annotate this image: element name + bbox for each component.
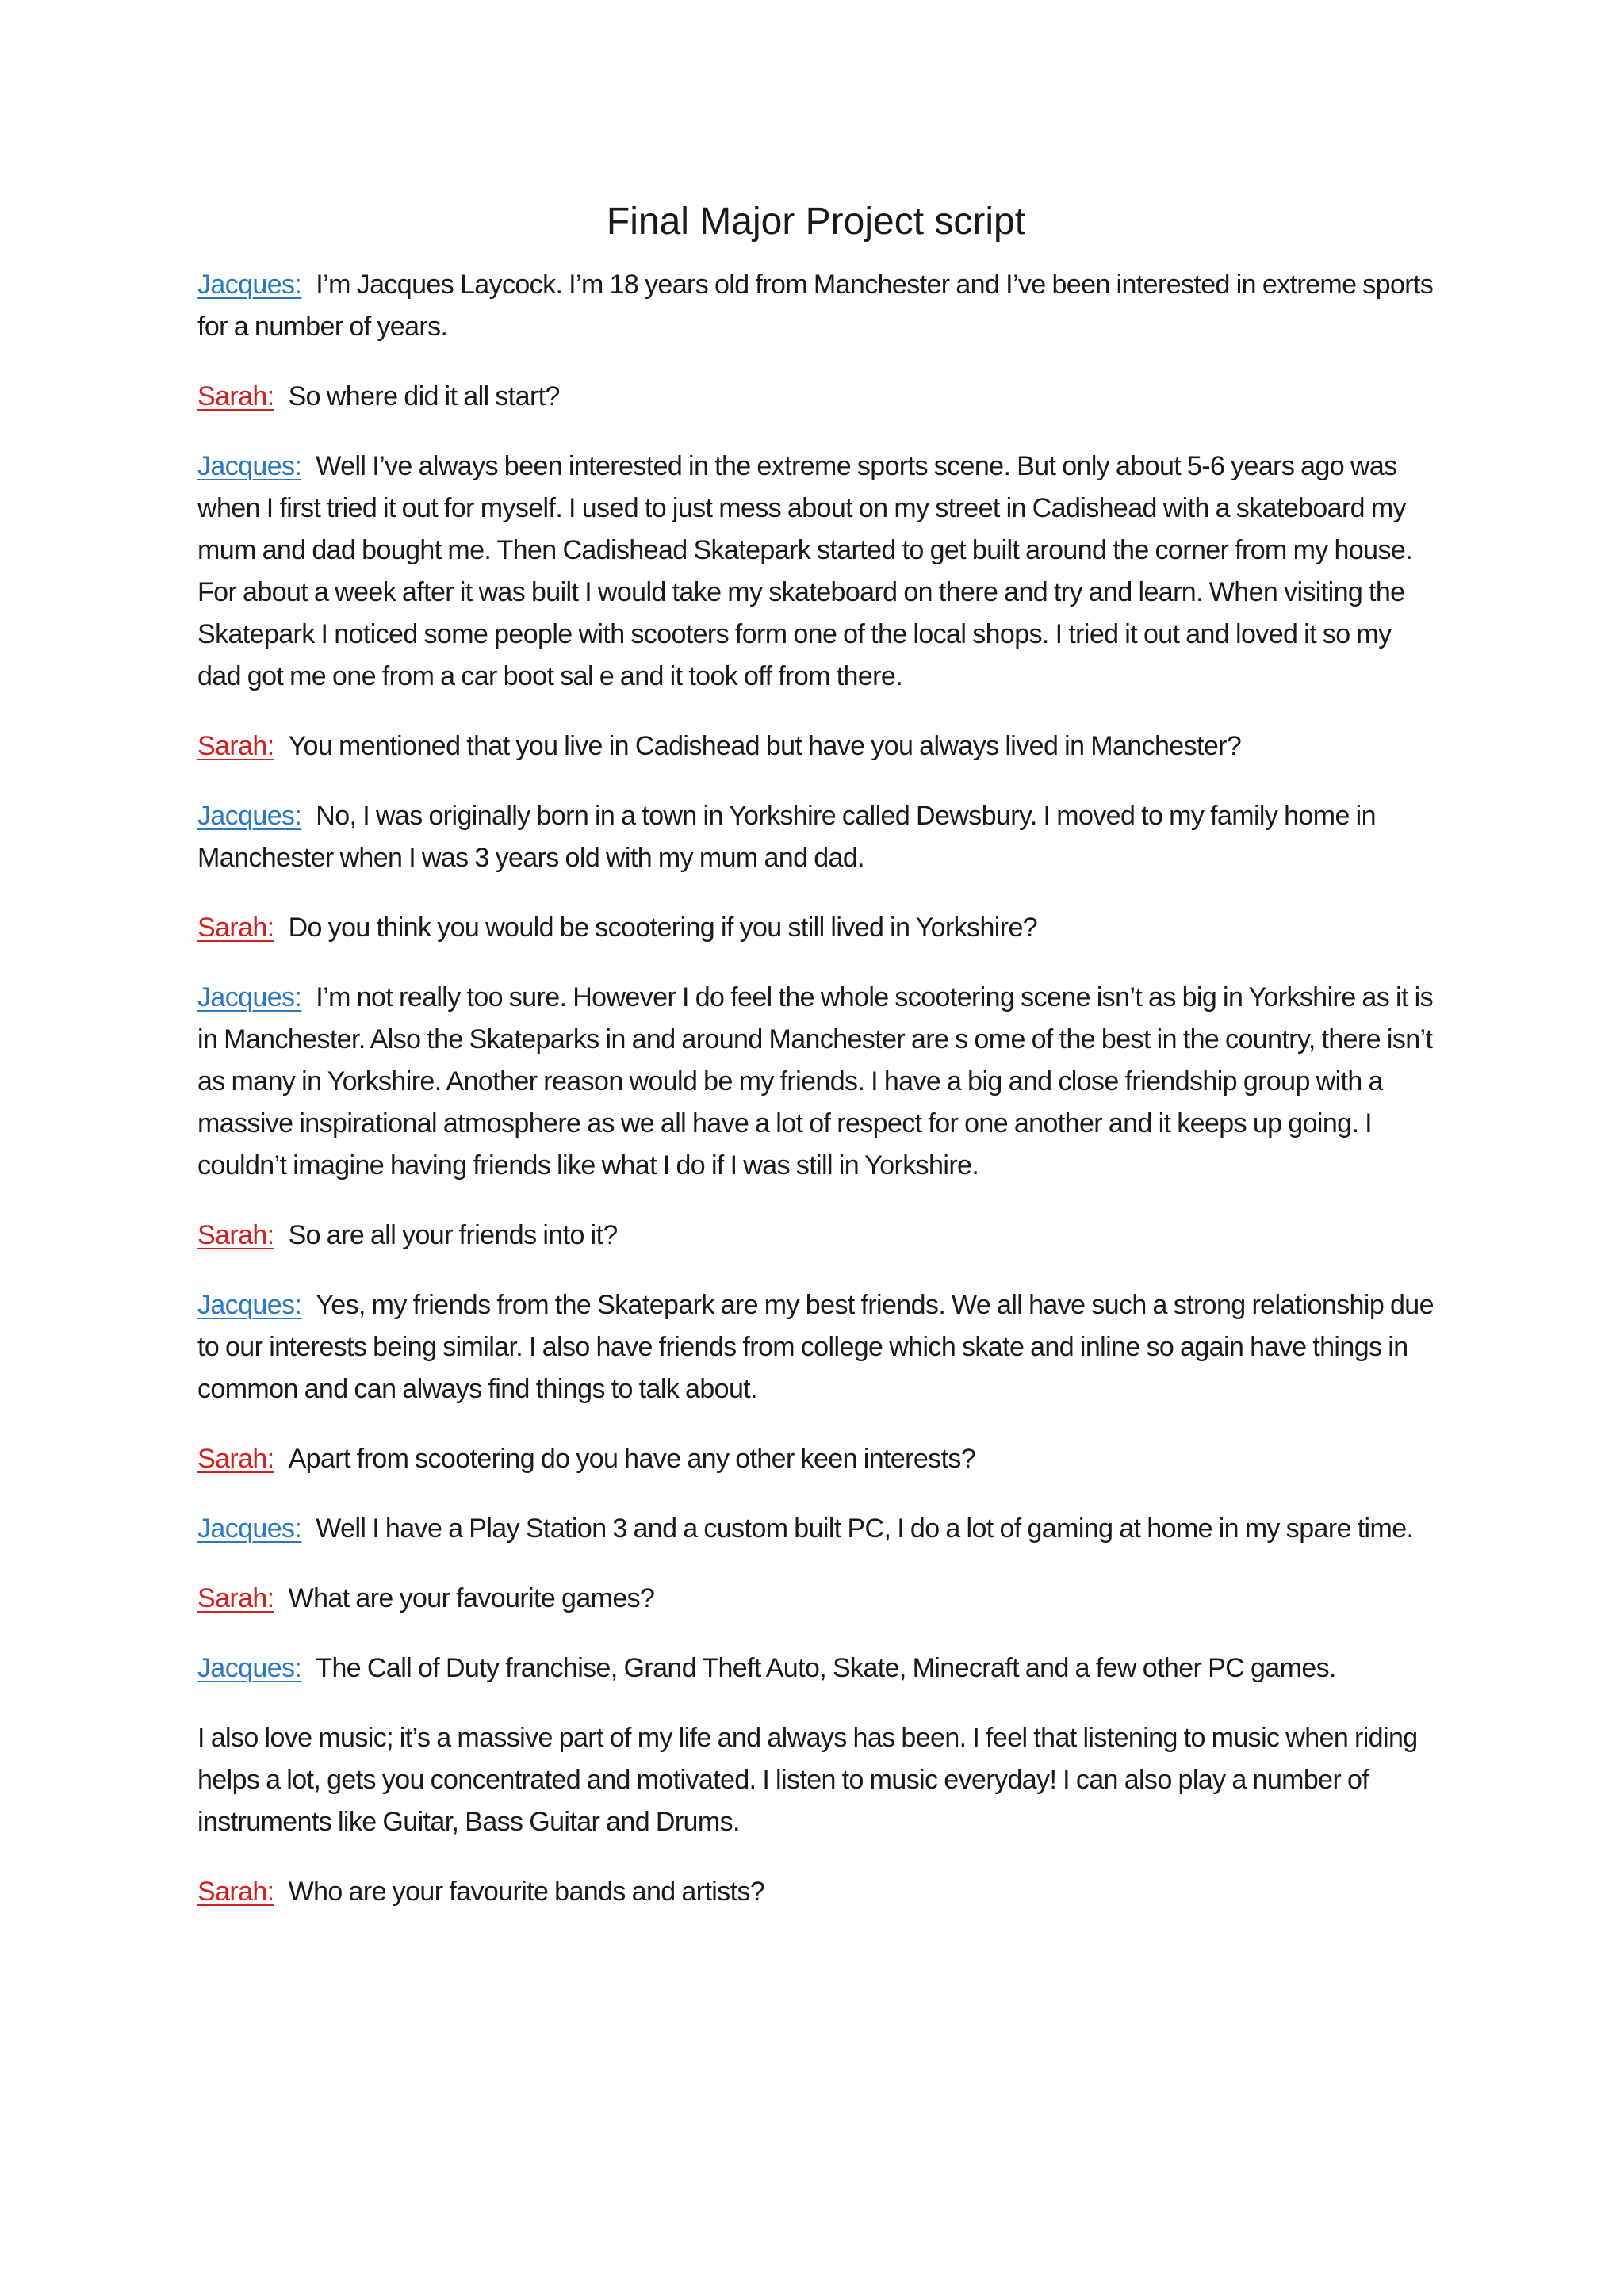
document-title: Final Major Project script [606,201,1026,243]
script-paragraph [197,264,1434,348]
speaker-label-jacques: Jacques: [197,982,302,1012]
speaker-label-sarah: Sarah: [197,731,274,761]
dialogue-text: So are all your friends into it? [288,1220,618,1250]
speaker-label-jacques: Jacques: [197,1653,302,1683]
speaker-label-sarah: Sarah: [197,1877,274,1907]
speaker-label-jacques: Jacques: [197,270,302,300]
dialogue-text: What are your favourite games? [288,1583,655,1613]
dialogue-text: I also love music; it’s a massive part of my life and always has been. I feel that listening to music when riding helps a lot, gets you concentrated and motivated. I listen to music everyday! I can also play a number of instruments like Guitar, Bass Guitar and Drums. [197,1723,1418,1837]
dialogue-text: No, I was originally born in a town in Yorkshire called Dewsbury. I moved to my family home in Manchester when I was 3 years old with my mum and dad. [197,801,1376,873]
dialogue-text: Apart from scootering do you have any other keen interests? [288,1444,976,1474]
dialogue-text: Well I’ve always been interested in the extreme sports scene. But only about 5-6 years ago was when I first tried it out for myself. I used to just mess about on my street in Cadishead with a skateboard my mum and dad bought me. Then Cadishead Skatepark started to get built around the corner from my house. For about a week after it was built I would take my skateboard on there and try and learn. When visiting the Skatepark I noticed some people with scooters form one of the local shops. I tried it out and loved it so my dad got me one from a car boot sal e and it took off from there. [197,451,1413,691]
script-paragraph [197,1284,1434,1410]
speaker-label-jacques: Jacques: [197,451,302,481]
script-paragraph [197,907,1434,949]
speaker-label-sarah: Sarah: [197,1444,274,1474]
script-paragraph [197,1215,1434,1257]
script-body [197,264,1434,1913]
speaker-label-jacques: Jacques: [197,1513,302,1544]
dialogue-text: I’m not really too sure. However I do feel the whole scootering scene isn’t as big in Yorkshire as it is in Manchester. Also the Skateparks in and around Manchester are s ome of the best in the country, there isn’t as many in Yorkshire. Another reason would be my friends. I have a big and close friendship group with a massive inspirational atmosphere as we all have a lot of respect for one another and it keeps up going. I couldn’t imagine having friends like what I do if I was still in Yorkshire. [197,982,1433,1181]
dialogue-text: Well I have a Play Station 3 and a custom built PC, I do a lot of gaming at home in my spare time. [316,1513,1414,1544]
speaker-label-sarah: Sarah: [197,1583,274,1613]
speaker-label-jacques: Jacques: [197,801,302,831]
script-paragraph [197,1647,1434,1689]
speaker-label-sarah: Sarah: [197,913,274,943]
speaker-label-jacques: Jacques: [197,1290,302,1320]
dialogue-text: Yes, my friends from the Skatepark are my best friends. We all have such a strong relationship due to our interests being similar. I also have friends from college which skate and inline so again have things in common and can always find things to talk about. [197,1290,1434,1404]
dialogue-text: Who are your favourite bands and artists? [288,1877,765,1907]
script-paragraph [197,725,1434,767]
script-paragraph [197,977,1434,1187]
script-paragraph [197,1438,1434,1480]
script-paragraph [197,446,1434,698]
script-paragraph [197,1717,1434,1843]
dialogue-text: The Call of Duty franchise, Grand Theft Auto, Skate, Minecraft and a few other PC games. [316,1653,1336,1683]
script-paragraph [197,1871,1434,1913]
speaker-label-sarah: Sarah: [197,1220,274,1250]
dialogue-text: Do you think you would be scootering if you still lived in Yorkshire? [288,913,1038,943]
script-paragraph [197,1578,1434,1620]
script-paragraph [197,376,1434,418]
script-paragraph [197,795,1434,879]
dialogue-text: So where did it all start? [288,381,560,411]
dialogue-text: I’m Jacques Laycock. I’m 18 years old from Manchester and I’ve been interested in extreme sports for a number of years. [197,270,1434,342]
speaker-label-sarah: Sarah: [197,381,274,411]
document-page [197,194,1434,1941]
dialogue-text: You mentioned that you live in Cadishead but have you always lived in Manchester? [288,731,1242,761]
script-paragraph [197,1508,1434,1550]
